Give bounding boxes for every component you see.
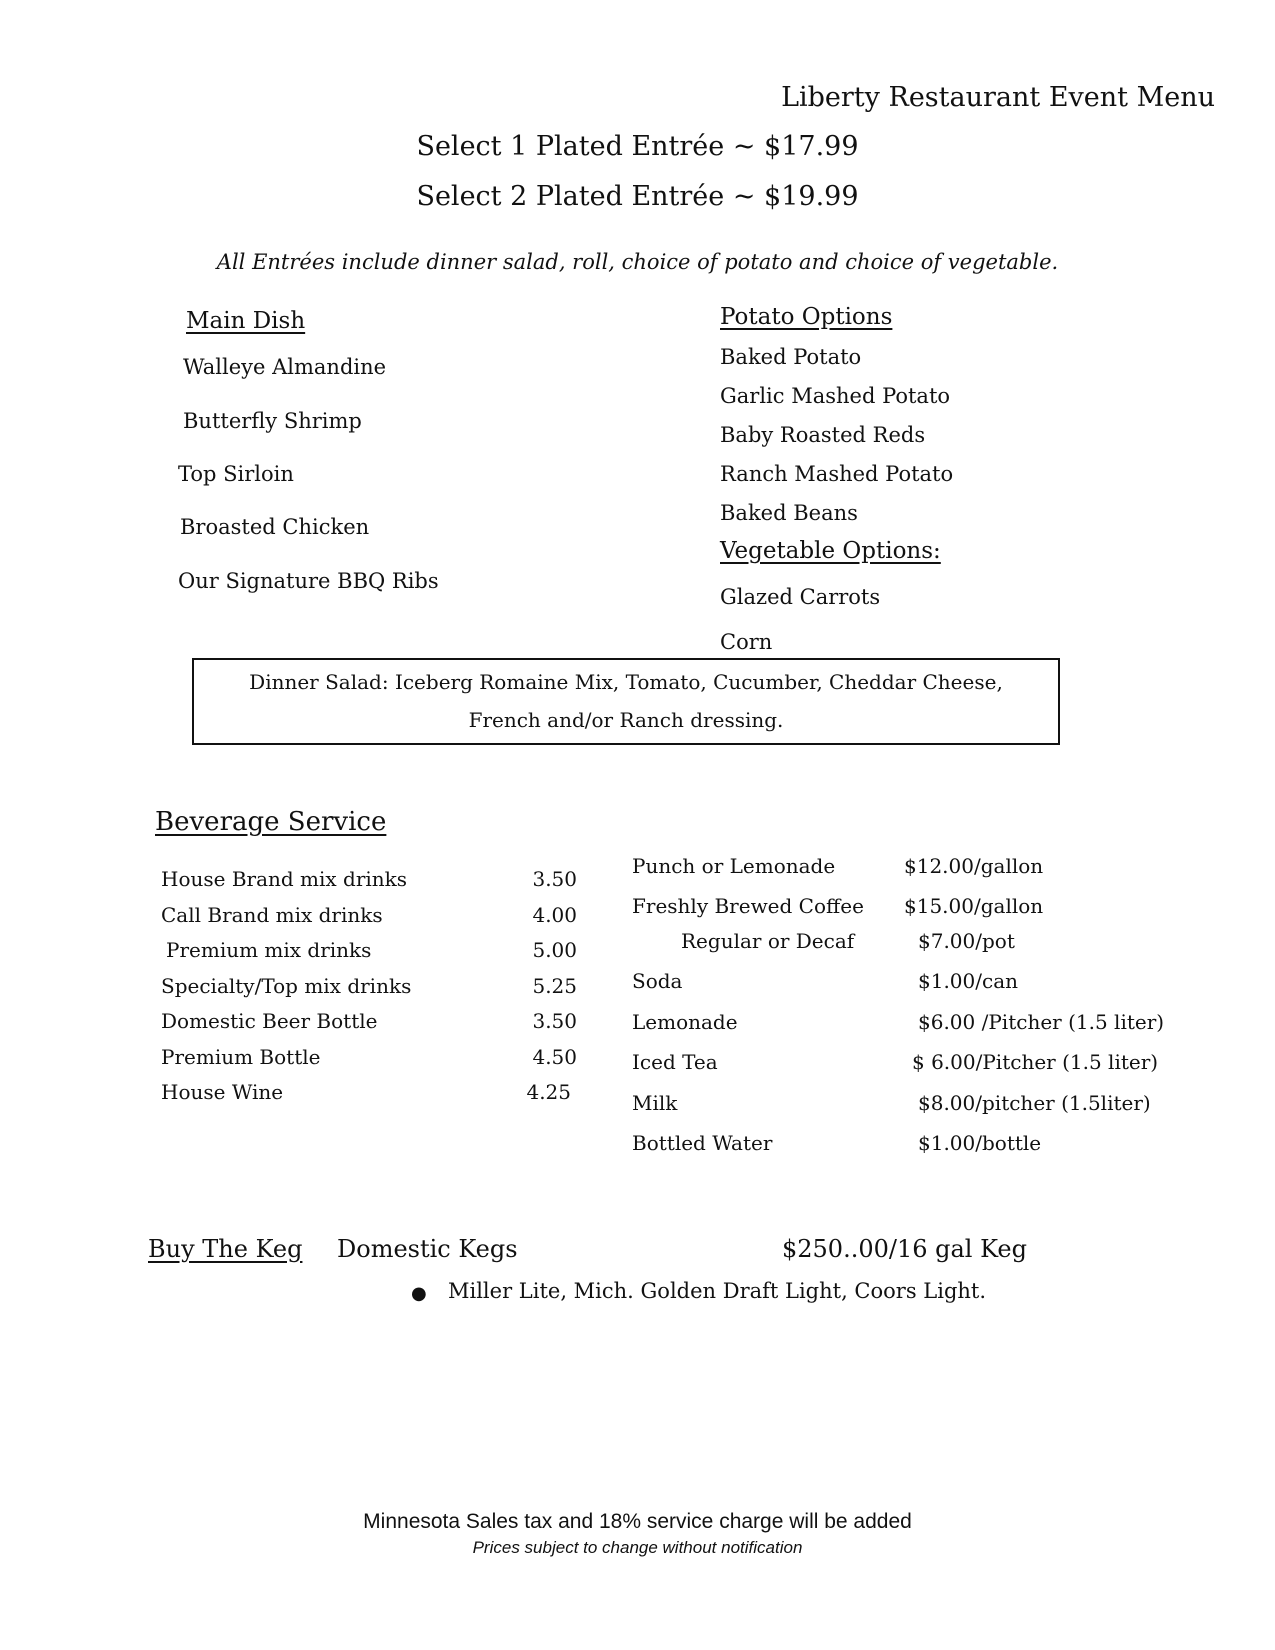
potato-options-heading: Potato Options <box>720 304 893 330</box>
beverage-price: 4.50 <box>532 1045 577 1069</box>
potato-option-item: Baked Beans <box>720 501 858 525</box>
beverage-price: $1.00/bottle <box>918 1131 1042 1155</box>
beverage-name: Premium Bottle <box>161 1045 321 1069</box>
main-dish-item: Broasted Chicken <box>180 515 370 539</box>
beverage-price: 3.50 <box>532 867 577 891</box>
main-dish-item: Walleye Almandine <box>183 355 387 379</box>
beverage-price: 3.50 <box>532 1009 577 1033</box>
potato-option-item: Garlic Mashed Potato <box>720 384 951 408</box>
entree-option-1: Select 1 Plated Entrée ~ $17.99 <box>416 131 859 162</box>
beverage-name: Freshly Brewed Coffee <box>632 894 864 918</box>
potato-option-item: Baby Roasted Reds <box>720 423 926 447</box>
main-dish-item: Our Signature BBQ Ribs <box>178 569 439 593</box>
dinner-salad-box <box>192 658 1060 745</box>
beverage-name: Regular or Decaf <box>681 929 855 953</box>
dinner-salad-line-1 <box>194 670 1058 694</box>
beverage-price: $7.00/pot <box>918 929 1015 953</box>
entree-option-2: Select 2 Plated Entrée ~ $19.99 <box>416 181 859 212</box>
beverage-price: $1.00/can <box>918 969 1018 993</box>
beverage-service-heading: Beverage Service <box>155 807 387 837</box>
beverage-name: Specialty/Top mix drinks <box>161 974 412 998</box>
beverage-price: $15.00/gallon <box>904 894 1044 918</box>
beverage-name: Soda <box>632 969 683 993</box>
keg-type: Domestic Kegs <box>337 1235 518 1263</box>
beverage-price: 4.25 <box>526 1080 571 1104</box>
beverage-price: $6.00 /Pitcher (1.5 liter) <box>918 1010 1165 1034</box>
main-dish-heading: Main Dish <box>186 308 306 334</box>
dinner-salad-label: Dinner Salad: <box>249 670 389 694</box>
page-title: Liberty Restaurant Event Menu <box>781 82 1215 113</box>
keg-price: $250..00/16 gal Keg <box>782 1235 1027 1263</box>
potato-option-item: Ranch Mashed Potato <box>720 462 954 486</box>
beverage-name: Call Brand mix drinks <box>161 903 383 927</box>
bullet-icon: ● <box>411 1283 427 1304</box>
vegetable-option-item: Glazed Carrots <box>720 585 881 609</box>
keg-brands: Miller Lite, Mich. Golden Draft Light, Coors Light. <box>448 1279 987 1303</box>
buy-the-keg-heading: Buy The Keg <box>148 1235 303 1263</box>
main-dish-item: Top Sirloin <box>178 462 294 486</box>
beverage-price: $8.00/pitcher (1.5liter) <box>918 1091 1151 1115</box>
beverage-name: Iced Tea <box>632 1050 718 1074</box>
beverage-name: Domestic Beer Bottle <box>161 1009 378 1033</box>
vegetable-option-item: Corn <box>720 630 773 654</box>
tax-service-note: Minnesota Sales tax and 18% service charge will be added <box>363 1510 912 1533</box>
beverage-name: Milk <box>632 1091 678 1115</box>
beverage-name: Lemonade <box>632 1010 738 1034</box>
beverage-price: $ 6.00/Pitcher (1.5 liter) <box>912 1050 1159 1074</box>
beverage-name: House Brand mix drinks <box>161 867 408 891</box>
potato-option-item: Baked Potato <box>720 345 862 369</box>
beverage-name: Bottled Water <box>632 1131 773 1155</box>
dinner-salad-dressing: French and/or Ranch dressing. <box>468 708 784 732</box>
beverage-name: House Wine <box>161 1080 284 1104</box>
beverage-name: Punch or Lemonade <box>632 854 836 878</box>
beverage-price: 5.00 <box>532 938 577 962</box>
beverage-price: $12.00/gallon <box>904 854 1044 878</box>
dinner-salad-ingredients: Iceberg Romaine Mix, Tomato, Cucumber, Cheddar Cheese, <box>394 670 1003 694</box>
entree-includes-note: All Entrées include dinner salad, roll, choice of potato and choice of vegetable. <box>216 250 1059 274</box>
price-change-note: Prices subject to change without notification <box>472 1538 803 1557</box>
main-dish-item: Butterfly Shrimp <box>183 409 362 433</box>
beverage-price: 5.25 <box>532 974 577 998</box>
beverage-name: Premium mix drinks <box>166 938 372 962</box>
vegetable-options-heading: Vegetable Options: <box>720 538 941 564</box>
beverage-price: 4.00 <box>532 903 577 927</box>
